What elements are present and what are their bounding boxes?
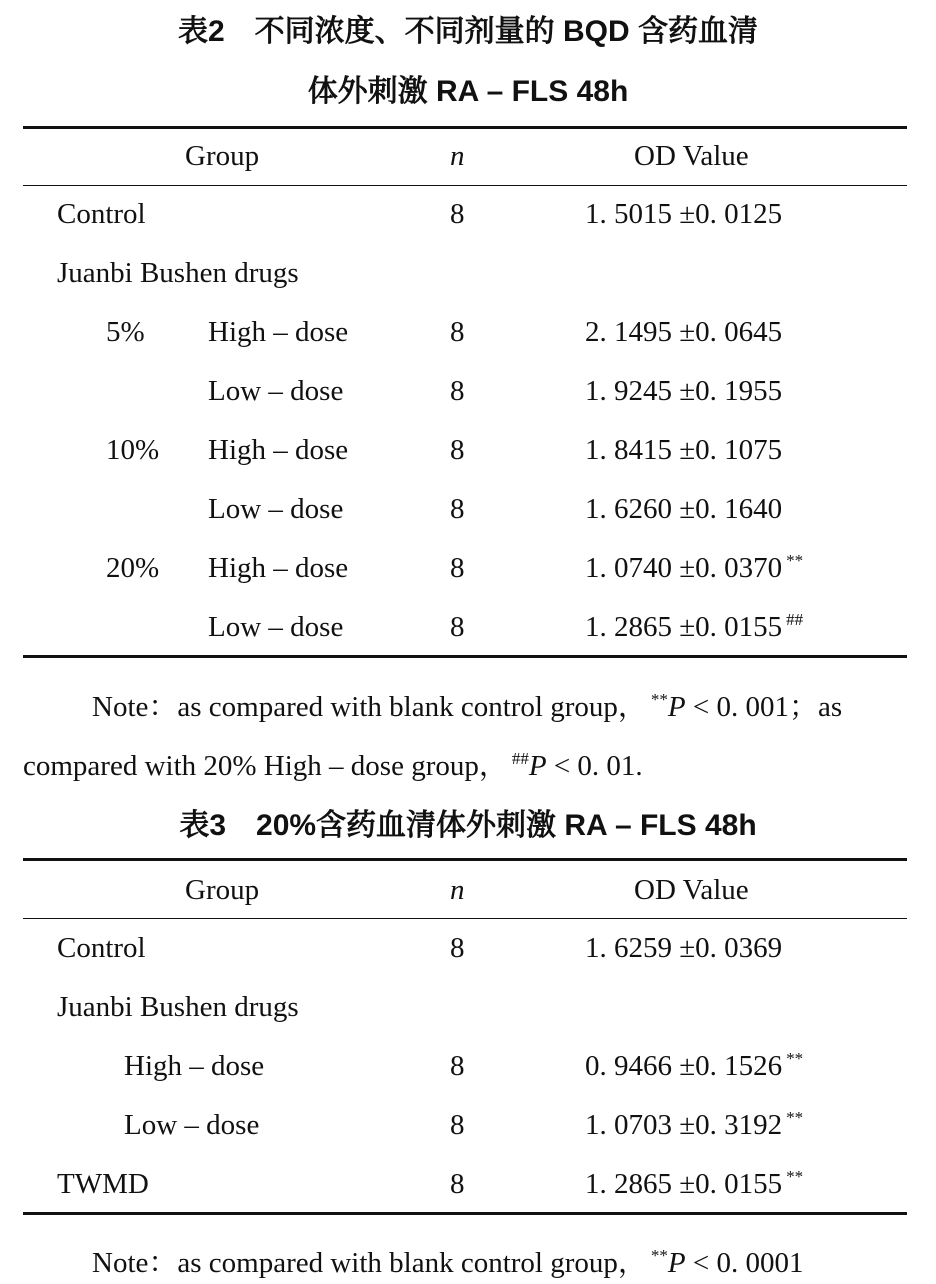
table2-row-conc: 5% <box>106 316 145 348</box>
table2-note-line2: compared with 20% High – dose group， ##P < 0. 01. <box>23 749 643 782</box>
table2-row-n: 8 <box>450 611 465 643</box>
table3-twmd-n: 8 <box>450 1168 465 1200</box>
table2-row-od: 1. 6260 ±0. 1640 <box>585 493 783 525</box>
table3-header-group: Group <box>185 874 260 906</box>
table3-row-od: 0. 9466 ±0. 1526 ** <box>585 1049 804 1082</box>
table3-caption: 表3 20%含药血清体外刺激 RA – FLS 48h <box>179 809 757 842</box>
table2-caption-line2: 体外刺激 RA – FLS 48h <box>307 75 629 108</box>
table3-row-dose: Low – dose <box>124 1109 260 1141</box>
table2-header-n: n <box>450 140 465 172</box>
table3-row-dose: High – dose <box>124 1050 265 1082</box>
table2-caption-line1: 表2 不同浓度、不同剂量的 BQD 含药血清 <box>177 15 759 48</box>
table3-note: Note：as compared with blank control group， **P < 0. 0001 <box>92 1246 804 1279</box>
table3-header-n: n <box>450 874 465 906</box>
table2-row-dose: High – dose <box>208 434 349 466</box>
table2-row-dose: Low – dose <box>208 611 344 643</box>
table3-control-od: 1. 6259 ±0. 0369 <box>585 932 783 964</box>
table2-bottom-rule <box>23 655 907 658</box>
table2-row-od: 1. 8415 ±0. 1075 <box>585 434 783 466</box>
table2-control-n: 8 <box>450 198 465 230</box>
table2-row-n: 8 <box>450 434 465 466</box>
table3-control-label: Control <box>57 932 146 964</box>
table3-row-od: 1. 0703 ±0. 3192 ** <box>585 1108 804 1141</box>
table2-row-od: 2. 1495 ±0. 0645 <box>585 316 783 348</box>
table2-row-conc: 10% <box>106 434 160 466</box>
table3-row-n: 8 <box>450 1050 465 1082</box>
table3-bottom-rule <box>23 1212 907 1215</box>
table3-control-n: 8 <box>450 932 465 964</box>
table2-row-conc: 20% <box>106 552 160 584</box>
table3-header-od: OD Value <box>634 874 749 906</box>
table2-row-od: 1. 2865 ±0. 0155 ## <box>585 610 804 643</box>
table2-row-n: 8 <box>450 375 465 407</box>
table3-twmd-od: 1. 2865 ±0. 0155 ** <box>585 1167 804 1200</box>
table2-header-od: OD Value <box>634 140 749 172</box>
table2-row-dose: High – dose <box>208 552 349 584</box>
table2-header-group: Group <box>185 140 260 172</box>
table2-control-label: Control <box>57 198 146 230</box>
table2-row-dose: Low – dose <box>208 493 344 525</box>
table3-top-rule <box>23 858 907 861</box>
table2-row-n: 8 <box>450 316 465 348</box>
table2-row-od: 1. 9245 ±0. 1955 <box>585 375 783 407</box>
table2-header-rule <box>23 185 907 186</box>
table2-row-n: 8 <box>450 493 465 525</box>
table2-row-dose: Low – dose <box>208 375 344 407</box>
table2-row-dose: High – dose <box>208 316 349 348</box>
table3-drug-label: Juanbi Bushen drugs <box>57 991 299 1023</box>
table3-twmd-label: TWMD <box>57 1168 149 1200</box>
table3-row-n: 8 <box>450 1109 465 1141</box>
table2-drug-label: Juanbi Bushen drugs <box>57 257 299 289</box>
table2-note-line1: Note：as compared with blank control group， **P < 0. 001；as <box>92 690 843 723</box>
table2-control-od: 1. 5015 ±0. 0125 <box>585 198 783 230</box>
table2-row-od: 1. 0740 ±0. 0370 ** <box>585 551 804 584</box>
table2-top-rule <box>23 126 907 129</box>
table2-row-n: 8 <box>450 552 465 584</box>
table3-header-rule <box>23 918 907 919</box>
